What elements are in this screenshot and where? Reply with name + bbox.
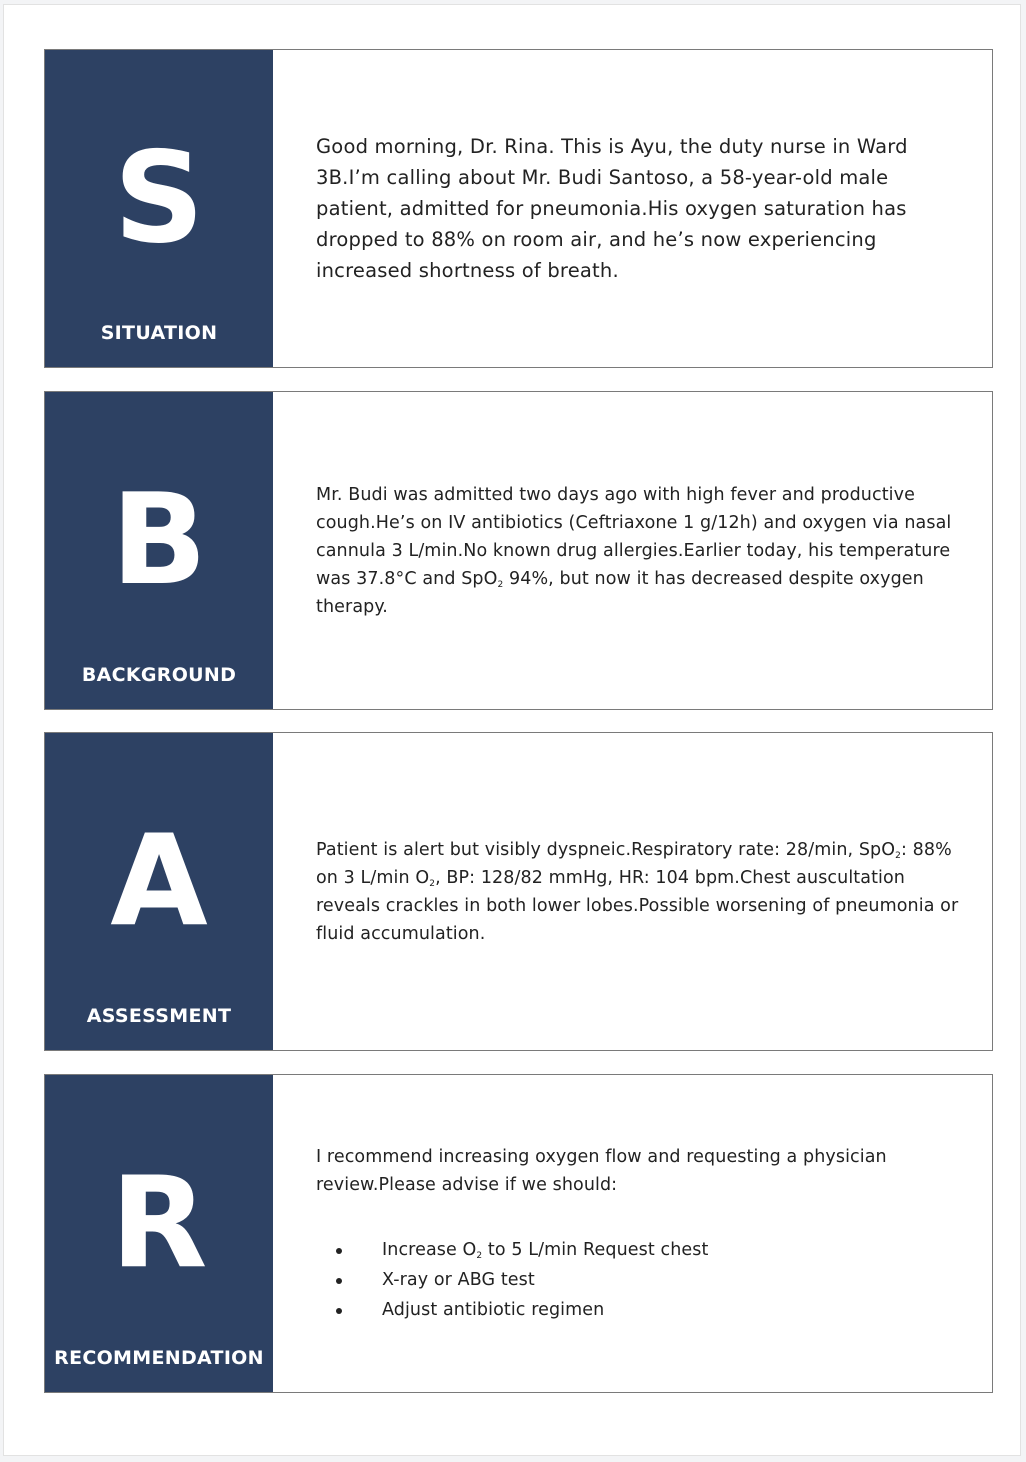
subscript: 2 <box>497 579 504 590</box>
sbar-card-recommendation <box>44 1074 993 1393</box>
situation-label: SITUATION <box>100 322 218 344</box>
background-panel <box>45 392 273 709</box>
sbar-card-situation <box>44 49 993 368</box>
sbar-card-assessment <box>44 732 993 1051</box>
recommendation-label: RECOMMENDATION <box>54 1347 264 1369</box>
background-text <box>316 481 962 621</box>
background-text-part: Mr. Budi was admitted two days ago with high fever and productive cough.He’s on IV antibiotics (Ceftriaxone 1 g/12h) and oxygen via nasal cannula 3 L/min.No known drug allergies.Earlier today, his temperature was 37.8°C and SpO <box>316 484 952 589</box>
background-text-part: 94%, but now it has decreased despite oxygen therapy. <box>316 568 924 617</box>
situation-letter: S <box>113 124 205 271</box>
subscript: 2 <box>895 850 901 861</box>
background-label: BACKGROUND <box>81 664 237 686</box>
subscript: 2 <box>476 1250 483 1261</box>
list-item-text: Increase O <box>382 1239 477 1260</box>
recommendation-letter: R <box>110 1149 208 1296</box>
list-item <box>316 1235 962 1265</box>
assessment-text <box>316 836 962 948</box>
assessment-content <box>273 733 992 1050</box>
assessment-text-part: Patient is alert but visibly dyspneic.Respiratory rate: 28/min, SpO <box>316 839 896 860</box>
background-letter: B <box>110 466 208 613</box>
sbar-card-background <box>44 391 993 710</box>
assessment-text-part: , BP: 128/82 mmHg, HR: 104 bpm.Chest auscultation reveals crackles in both lower lobes.Possible worsening of pneumonia or fluid accumulation. <box>316 867 959 944</box>
list-item: Adjust antibiotic regimen <box>316 1295 962 1325</box>
recommendation-panel <box>45 1075 273 1392</box>
list-item: X-ray or ABG test <box>316 1265 962 1295</box>
list-item-text: to 5 L/min Request chest <box>482 1239 709 1260</box>
situation-panel <box>45 50 273 367</box>
assessment-letter: A <box>110 807 208 954</box>
subscript: 2 <box>429 878 436 889</box>
situation-text: Good morning, Dr. Rina. This is Ayu, the duty nurse in Ward 3B.I’m calling about Mr. Budi Santoso, a 58-year-old male patient, admitted for pneumonia.His oxygen saturation has dropped to 88% on room air, and he’s now experiencing increased shortness of breath. <box>316 135 908 282</box>
recommendation-list <box>316 1235 962 1325</box>
assessment-label: ASSESSMENT <box>86 1005 232 1027</box>
recommendation-intro: I recommend increasing oxygen flow and requesting a physician review.Please advise if we should: <box>316 1146 887 1195</box>
recommendation-content <box>273 1075 992 1392</box>
assessment-panel <box>45 733 273 1050</box>
assessment-text-part: : 88% on 3 L/min O <box>316 839 952 888</box>
situation-content <box>273 50 992 367</box>
document-page <box>3 4 1021 1456</box>
background-content <box>273 392 992 709</box>
